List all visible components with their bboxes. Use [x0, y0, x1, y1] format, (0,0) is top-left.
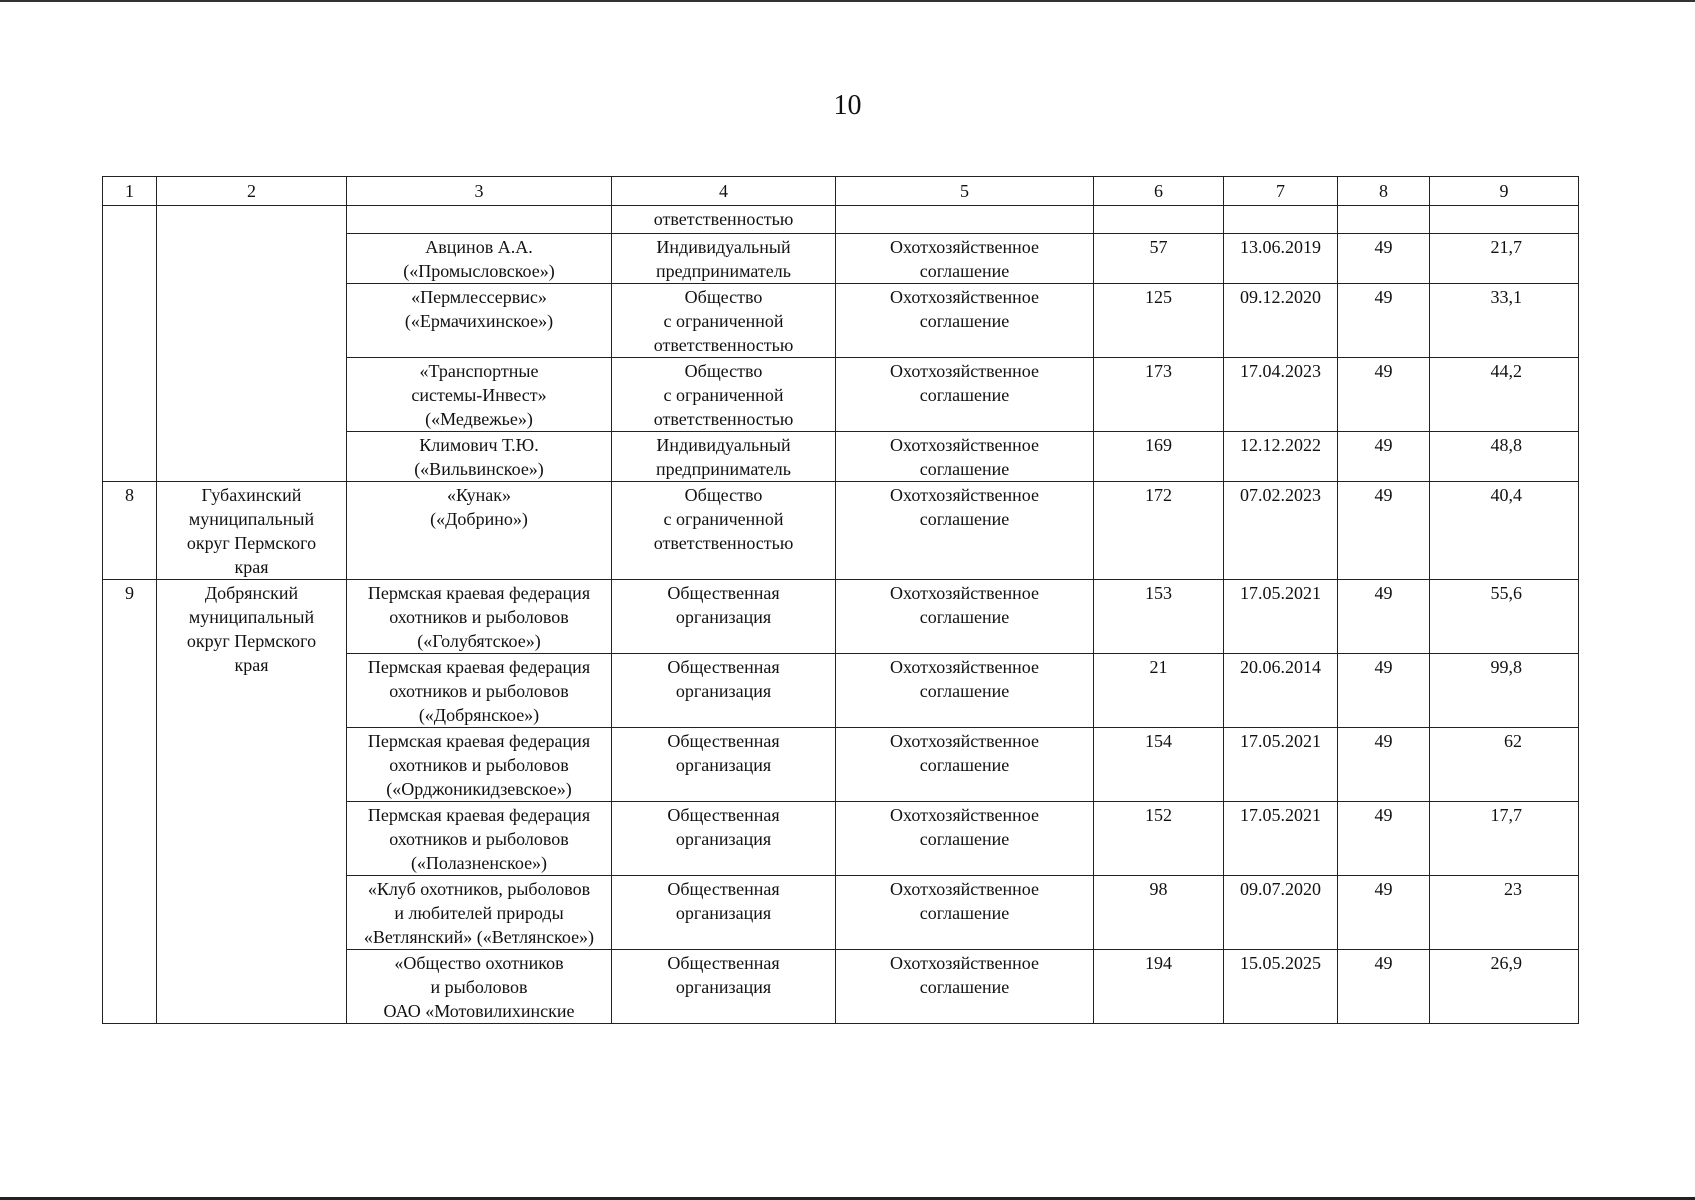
hunting-user-cell-line: Пермская краевая федерация: [367, 731, 591, 751]
hunting-user-cell-line: охотников и рыболовов: [389, 681, 569, 701]
legal-form-cell-line: предприниматель: [656, 261, 791, 281]
area-cell: [1430, 206, 1579, 234]
document-type-cell-line: Охотхозяйственное: [890, 657, 1039, 677]
hunting-user-cell: [347, 284, 612, 358]
row-number-cell: [103, 206, 157, 482]
document-type-cell-line: соглашение: [919, 459, 1010, 479]
document-type-cell: [836, 950, 1094, 1024]
district-cell-line: муниципальный: [188, 607, 315, 627]
document-type-cell: [836, 206, 1094, 234]
document-type-cell-line: соглашение: [919, 829, 1010, 849]
legal-form-cell-line: с ограниченной: [663, 311, 784, 331]
agreement-number-cell: 125: [1094, 284, 1224, 358]
legal-form-cell: [612, 206, 836, 234]
district-cell-line: Добрянский: [204, 583, 299, 603]
hunting-user-cell-line: («Медвежье»): [425, 409, 533, 429]
hunting-user-cell-line: охотников и рыболовов: [389, 755, 569, 775]
table-row: [103, 580, 1579, 654]
district-cell-line: края: [234, 655, 269, 675]
legal-form-cell-line: Общественная: [667, 731, 780, 751]
agreement-number-cell: [1094, 206, 1224, 234]
agreement-date-cell: 09.07.2020: [1224, 876, 1338, 950]
hunting-user-cell-line: («Голубятское»): [417, 631, 541, 651]
document-type-cell-line: соглашение: [919, 509, 1010, 529]
area-cell: 44,2: [1430, 358, 1579, 432]
agreement-number-cell: 152: [1094, 802, 1224, 876]
agreement-number-cell: 153: [1094, 580, 1224, 654]
hunting-user-cell: [347, 802, 612, 876]
document-type-cell-line: Охотхозяйственное: [890, 879, 1039, 899]
document-type-cell-line: Охотхозяйственное: [890, 953, 1039, 973]
column-number-1: 1: [103, 177, 157, 206]
legal-form-cell: [612, 284, 836, 358]
term-cell: 49: [1338, 358, 1430, 432]
legal-form-cell-line: с ограниченной: [663, 509, 784, 529]
term-cell: 49: [1338, 432, 1430, 482]
term-cell: 49: [1338, 234, 1430, 284]
hunting-user-cell: [347, 950, 612, 1024]
table-row: [103, 206, 1579, 234]
agreement-date-cell: 17.05.2021: [1224, 580, 1338, 654]
legal-form-cell: [612, 358, 836, 432]
term-cell: 49: [1338, 802, 1430, 876]
legal-form-cell-line: Общественная: [667, 583, 780, 603]
hunting-user-cell-line: «Пермлессервис»: [411, 287, 547, 307]
document-type-cell-line: Охотхозяйственное: [890, 485, 1039, 505]
legal-form-cell-line: организация: [675, 829, 772, 849]
row-number-cell: 9: [103, 580, 157, 1024]
legal-form-cell-line: Общественная: [667, 953, 780, 973]
document-type-cell-line: соглашение: [919, 755, 1010, 775]
document-type-cell-line: соглашение: [919, 261, 1010, 281]
legal-form-cell-line: с ограниченной: [663, 385, 784, 405]
registry-table: [102, 176, 1579, 1024]
legal-form-cell: [612, 728, 836, 802]
legal-form-cell-line: Общественная: [667, 657, 780, 677]
document-type-cell-line: соглашение: [919, 977, 1010, 997]
document-type-cell-line: Охотхозяйственное: [890, 435, 1039, 455]
area-cell: 40,4: [1430, 482, 1579, 580]
hunting-user-cell: [347, 654, 612, 728]
document-type-cell-line: Охотхозяйственное: [890, 237, 1039, 257]
document-type-cell: [836, 728, 1094, 802]
hunting-user-cell-line: охотников и рыболовов: [389, 607, 569, 627]
area-cell: 17,7: [1430, 802, 1579, 876]
column-number-3: 3: [347, 177, 612, 206]
document-type-cell: [836, 802, 1094, 876]
hunting-user-cell: [347, 580, 612, 654]
legal-form-cell-line: организация: [675, 977, 772, 997]
hunting-user-cell: [347, 728, 612, 802]
term-cell: 49: [1338, 876, 1430, 950]
document-type-cell: [836, 654, 1094, 728]
legal-form-cell-line: ответственностью: [653, 209, 794, 229]
agreement-number-cell: 98: [1094, 876, 1224, 950]
district-cell-line: Губахинский: [201, 485, 302, 505]
hunting-user-cell-line: «Кунак»: [446, 485, 512, 505]
agreement-date-cell: 17.04.2023: [1224, 358, 1338, 432]
hunting-user-cell-line: ОАО «Мотовилихинские: [383, 1001, 575, 1021]
legal-form-cell: [612, 432, 836, 482]
hunting-user-cell-line: («Орджоникидзевское»): [386, 779, 572, 799]
legal-form-cell-line: организация: [675, 903, 772, 923]
hunting-user-cell-line: Пермская краевая федерация: [367, 805, 591, 825]
column-number-4: 4: [612, 177, 836, 206]
agreement-date-cell: 20.06.2014: [1224, 654, 1338, 728]
column-number-8: 8: [1338, 177, 1430, 206]
area-cell: 62: [1430, 728, 1579, 802]
document-type-cell-line: соглашение: [919, 607, 1010, 627]
hunting-user-cell-line: «Общество охотников: [394, 953, 564, 973]
agreement-number-cell: 154: [1094, 728, 1224, 802]
term-cell: 49: [1338, 654, 1430, 728]
legal-form-cell-line: Индивидуальный: [656, 237, 791, 257]
agreement-date-cell: 17.05.2021: [1224, 802, 1338, 876]
document-type-cell: [836, 358, 1094, 432]
term-cell: 49: [1338, 482, 1430, 580]
area-cell: 48,8: [1430, 432, 1579, 482]
hunting-user-cell-line: («Промысловское»): [403, 261, 555, 281]
document-type-cell: [836, 432, 1094, 482]
hunting-user-cell: [347, 432, 612, 482]
hunting-user-cell: [347, 876, 612, 950]
legal-form-cell-line: Общественная: [667, 805, 780, 825]
district-cell: [157, 482, 347, 580]
legal-form-cell-line: Общество: [684, 361, 763, 381]
term-cell: 49: [1338, 580, 1430, 654]
area-cell: 99,8: [1430, 654, 1579, 728]
district-cell-line: округ Пермского: [186, 631, 317, 651]
agreement-number-cell: 169: [1094, 432, 1224, 482]
hunting-user-cell-line: «Транспортные: [419, 361, 539, 381]
hunting-user-cell-line: («Вильвинское»): [414, 459, 544, 479]
agreement-date-cell: 12.12.2022: [1224, 432, 1338, 482]
column-number-2: 2: [157, 177, 347, 206]
legal-form-cell: [612, 234, 836, 284]
legal-form-cell-line: организация: [675, 681, 772, 701]
document-type-cell: [836, 284, 1094, 358]
district-cell-line: края: [234, 557, 269, 577]
legal-form-cell: [612, 950, 836, 1024]
agreement-number-cell: 172: [1094, 482, 1224, 580]
page-number: 10: [833, 90, 862, 121]
hunting-user-cell-line: Климович Т.Ю.: [419, 435, 539, 455]
document-type-cell-line: соглашение: [919, 385, 1010, 405]
column-number-7: 7: [1224, 177, 1338, 206]
column-number-9: 9: [1430, 177, 1579, 206]
legal-form-cell: [612, 482, 836, 580]
column-number-5: 5: [836, 177, 1094, 206]
legal-form-cell-line: ответственностью: [653, 335, 794, 355]
document-type-cell-line: соглашение: [919, 681, 1010, 701]
area-cell: 21,7: [1430, 234, 1579, 284]
district-cell: [157, 580, 347, 1024]
agreement-number-cell: 194: [1094, 950, 1224, 1024]
document-type-cell-line: соглашение: [919, 311, 1010, 331]
hunting-user-cell-line: «Клуб охотников, рыболовов: [367, 879, 591, 899]
document-type-cell: [836, 482, 1094, 580]
agreement-date-cell: 17.05.2021: [1224, 728, 1338, 802]
legal-form-cell-line: Общество: [684, 287, 763, 307]
district-cell-line: муниципальный: [188, 509, 315, 529]
hunting-user-cell-line: Авцинов А.А.: [425, 237, 533, 257]
hunting-user-cell-line: охотников и рыболовов: [389, 829, 569, 849]
agreement-date-cell: 15.05.2025: [1224, 950, 1338, 1024]
area-cell: 55,6: [1430, 580, 1579, 654]
table-row: [103, 482, 1579, 580]
hunting-user-cell-line: («Добрянское»): [418, 705, 540, 725]
hunting-user-cell-line: Пермская краевая федерация: [367, 657, 591, 677]
hunting-user-cell-line: Пермская краевая федерация: [367, 583, 591, 603]
hunting-user-cell-line: и рыболовов: [430, 977, 528, 997]
document-type-cell-line: Охотхозяйственное: [890, 805, 1039, 825]
hunting-user-cell-line: «Ветлянский» («Ветлянское»): [363, 927, 595, 947]
legal-form-cell-line: Общественная: [667, 879, 780, 899]
hunting-user-cell-line: («Полазненское»): [410, 853, 548, 873]
district-cell-line: округ Пермского: [186, 533, 317, 553]
legal-form-cell: [612, 654, 836, 728]
scan-edge-top: [0, 0, 1695, 2]
hunting-user-cell: [347, 206, 612, 234]
legal-form-cell-line: организация: [675, 607, 772, 627]
document-type-cell-line: Охотхозяйственное: [890, 361, 1039, 381]
legal-form-cell-line: Индивидуальный: [656, 435, 791, 455]
agreement-number-cell: 173: [1094, 358, 1224, 432]
legal-form-cell-line: предприниматель: [656, 459, 791, 479]
legal-form-cell-line: ответственностью: [653, 533, 794, 553]
document-type-cell: [836, 234, 1094, 284]
area-cell: 23: [1430, 876, 1579, 950]
hunting-user-cell-line: («Добрино»): [430, 509, 528, 529]
term-cell: 49: [1338, 950, 1430, 1024]
area-cell: 26,9: [1430, 950, 1579, 1024]
column-number-6: 6: [1094, 177, 1224, 206]
hunting-user-cell-line: системы-Инвест»: [411, 385, 547, 405]
legal-form-cell-line: Общество: [684, 485, 763, 505]
row-number-cell: 8: [103, 482, 157, 580]
document-type-cell-line: Охотхозяйственное: [890, 731, 1039, 751]
document-type-cell: [836, 876, 1094, 950]
legal-form-cell-line: организация: [675, 755, 772, 775]
agreement-date-cell: 09.12.2020: [1224, 284, 1338, 358]
column-number-row: [103, 177, 1579, 206]
agreement-date-cell: [1224, 206, 1338, 234]
agreement-number-cell: 21: [1094, 654, 1224, 728]
district-cell: [157, 206, 347, 482]
legal-form-cell: [612, 580, 836, 654]
document-type-cell-line: Охотхозяйственное: [890, 583, 1039, 603]
hunting-user-cell-line: («Ермачихинское»): [404, 311, 554, 331]
hunting-user-cell: [347, 358, 612, 432]
document-type-cell: [836, 580, 1094, 654]
term-cell: [1338, 206, 1430, 234]
legal-form-cell-line: ответственностью: [653, 409, 794, 429]
hunting-user-cell: [347, 482, 612, 580]
agreement-date-cell: 13.06.2019: [1224, 234, 1338, 284]
term-cell: 49: [1338, 284, 1430, 358]
document-type-cell-line: Охотхозяйственное: [890, 287, 1039, 307]
document-type-cell-line: соглашение: [919, 903, 1010, 923]
agreement-number-cell: 57: [1094, 234, 1224, 284]
area-cell: 33,1: [1430, 284, 1579, 358]
hunting-user-cell: [347, 234, 612, 284]
legal-form-cell: [612, 876, 836, 950]
legal-form-cell: [612, 802, 836, 876]
hunting-user-cell-line: и любителей природы: [394, 903, 564, 923]
term-cell: 49: [1338, 728, 1430, 802]
agreement-date-cell: 07.02.2023: [1224, 482, 1338, 580]
